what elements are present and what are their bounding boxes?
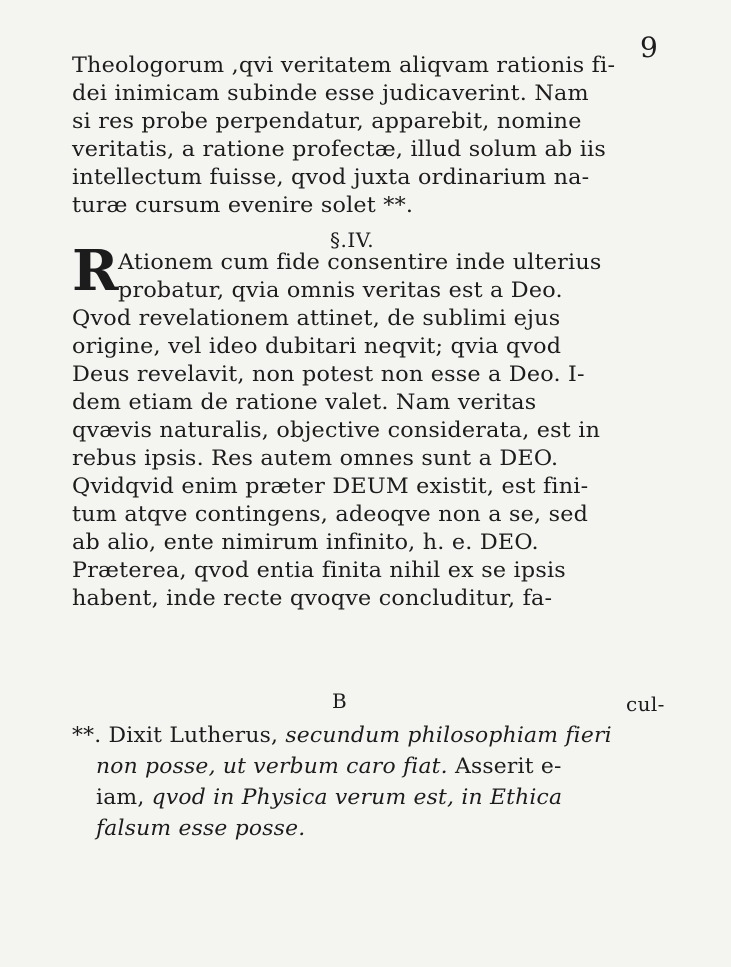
footnote-line-1 (72, 725, 612, 746)
section-line-6: dem etiam de ratione valet. Nam veritas (72, 390, 537, 414)
footnote-line-2 (96, 756, 562, 777)
main-text-line-2: dei inimicam subinde esse judicaverint. Nam (72, 81, 589, 105)
main-text-line-3: si res probe perpendatur, apparebit, nomine (72, 109, 582, 133)
section-heading: §.IV. (330, 228, 375, 252)
main-text-line-6: turæ cursum evenire solet **. (72, 193, 414, 217)
section-line-1: Ationem cum fide consentire inde ulterius (118, 250, 602, 274)
footnote-line-3-prefix: iam, (96, 785, 152, 809)
page-number: 9 (640, 31, 658, 64)
signature-mark: B (332, 689, 347, 713)
section-line-12: Præterea, qvod entia finita nihil ex se ipsis (72, 558, 566, 582)
footnote-line-3 (96, 787, 562, 808)
section-line-5: Deus revelavit, non potest non esse a Deo. I- (72, 362, 585, 386)
section-line-13: habent, inde recte qvoqve concluditur, fa- (72, 586, 553, 610)
section-line-2: probatur, qvia omnis veritas est a Deo. (118, 278, 563, 302)
section-line-8: rebus ipsis. Res autem omnes sunt a DEO. (72, 446, 559, 470)
footnote-line-2-italic: non posse, ut verbum caro fiat. (96, 754, 448, 778)
main-text-line-4: veritatis, a ratione profectæ, illud solum ab iis (72, 137, 607, 161)
footnote-line-4 (96, 818, 305, 839)
section-line-9: Qvidqvid enim præter DEUM existit, est fini- (72, 474, 589, 498)
catchword: cul- (626, 692, 665, 716)
footnote-line-1-prefix: **. Dixit Lutherus, (72, 723, 286, 747)
footnote-line-3-italic: qvod in Physica verum est, in Ethica (151, 785, 563, 809)
footnote-line-2-suffix: Asserit e- (447, 754, 562, 778)
section-line-4: origine, vel ideo dubitari neqvit; qvia qvod (72, 334, 562, 358)
drop-cap: R (72, 238, 119, 304)
section-line-11: ab alio, ente nimirum infinito, h. e. DEO. (72, 530, 539, 554)
main-text-line-5: intellectum fuisse, qvod juxta ordinarium na- (72, 165, 590, 189)
section-line-7: qvævis naturalis, objective considerata, est in (72, 418, 601, 442)
section-line-10: tum atqve contingens, adeoqve non a se, sed (72, 502, 589, 526)
footnote-line-4-italic: falsum esse posse. (96, 816, 306, 840)
footnote-line-1-italic: secundum philosophiam fieri (285, 723, 612, 747)
section-line-3: Qvod revelationem attinet, de sublimi ejus (72, 306, 561, 330)
main-text-line-1: Theologorum ,qvi veritatem aliqvam rationis fi- (72, 53, 616, 77)
